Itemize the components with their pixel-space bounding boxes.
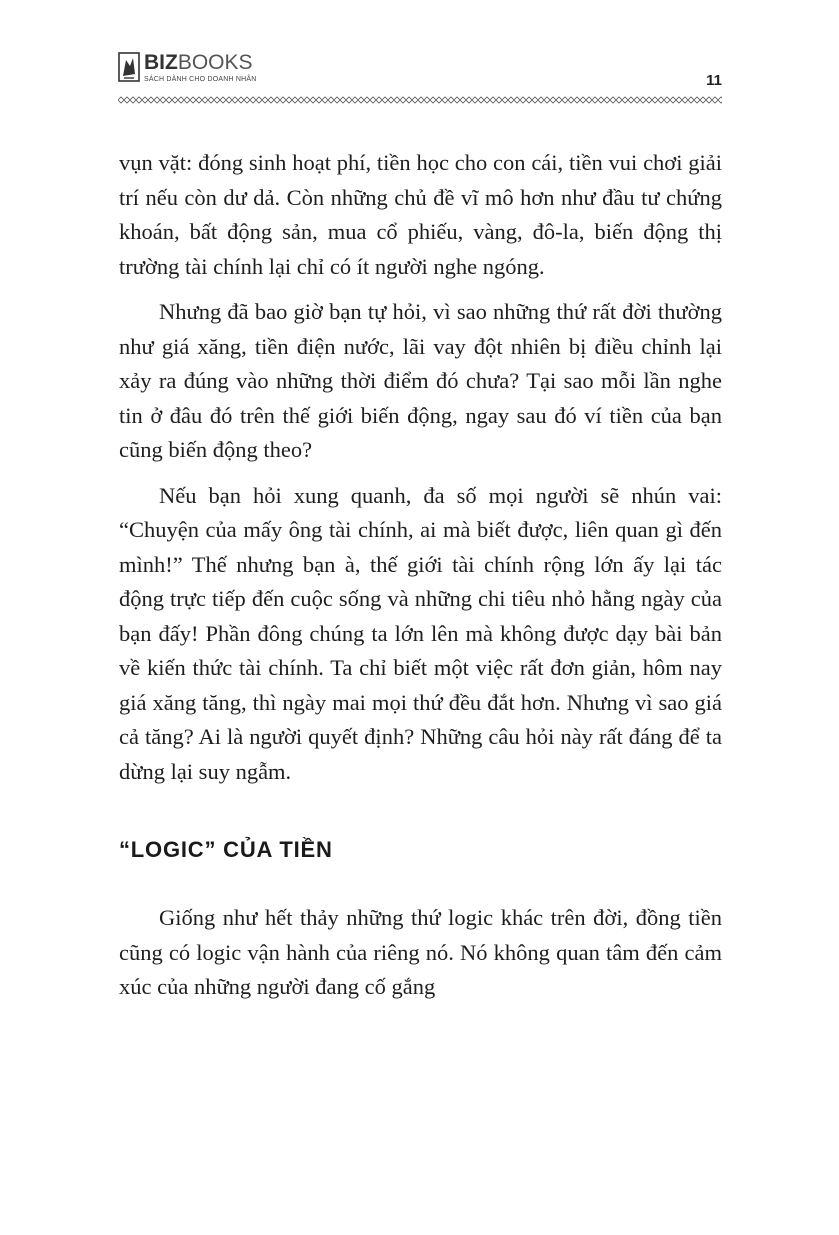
page-header bbox=[118, 52, 722, 104]
header-divider bbox=[118, 96, 722, 104]
brand-name: BIZBOOKS bbox=[144, 51, 253, 74]
paragraph-2: Nhưng đã bao giờ bạn tự hỏi, vì sao những thứ rất đời thường như giá xăng, tiền điện nước, lãi vay đột nhiên bị điều chỉnh lại xảy ra đúng vào những thời điểm đó chưa? Tại sao mỗi lần nghe tin ở đâu đó trên thế giới biến động, ngay sau đó ví tiền của bạn cũng biến động theo? bbox=[119, 299, 722, 462]
page-body bbox=[119, 146, 722, 1016]
publisher-logo bbox=[118, 52, 257, 92]
bizbooks-logo-icon bbox=[118, 52, 140, 82]
section-heading: “LOGIC” CỦA TIỀN bbox=[119, 837, 333, 862]
paragraph-1: vụn vặt: đóng sinh hoạt phí, tiền học cho con cái, tiền vui chơi giải trí nếu còn dư dả. Còn những chủ đề vĩ mô hơn như đầu tư chứng khoán, bất động sản, mua cổ phiếu, vàng, đô-la, biến động thị trường tài chính lại chỉ có ít người nghe ngóng. bbox=[119, 150, 722, 279]
brand-tagline: SÁCH DÀNH CHO DOANH NHÂN bbox=[144, 76, 257, 83]
page-number: 11 bbox=[706, 72, 722, 89]
paragraph-3: Nếu bạn hỏi xung quanh, đa số mọi người sẽ nhún vai: “Chuyện của mấy ông tài chính, ai mà biết được, liên quan gì đến mình!” Thế nhưng bạn à, thế giới tài chính rộng lớn ấy lại tác động trực tiếp đến cuộc sống và những chi tiêu nhỏ hằng ngày của bạn đấy! Phần đông chúng ta lớn lên mà không được dạy bài bản về kiến thức tài chính. Ta chỉ biết một việc rất đơn giản, hôm nay giá xăng tăng, thì ngày mai mọi thứ đều đắt hơn. Nhưng vì sao giá cả tăng? Ai là người quyết định? Những câu hỏi này rất đáng để ta dừng lại suy ngẫm. bbox=[119, 482, 722, 784]
paragraph-4: Giống như hết thảy những thứ logic khác trên đời, đồng tiền cũng có logic vận hành của riêng nó. Nó không quan tâm đến cảm xúc của những người đang cố gắng bbox=[119, 905, 722, 999]
